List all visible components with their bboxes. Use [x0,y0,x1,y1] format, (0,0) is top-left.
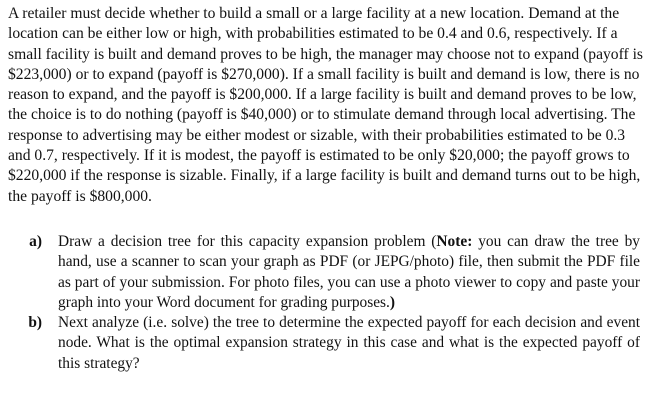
problem-document [8,4,648,207]
problem-statement: A retailer must decide whether to build a small or a large facility at a new location. Demand at the location can be either low or high, with probabilities estimated to be 0.4 and 0.6, respectively. If a small facility is built and demand proves to be high, the manager may choose not to expand (payoff is $223,000) or to expand (payoff is $270,000). If a small facility is built and demand is low, there is no reason to expand, and the payoff is $200,000. If a large facility is built and demand proves to be low, the choice is to do nothing (payoff is $40,000) or to stimulate demand through local advertising. The response to advertising may be either modest or sizable, with their probabilities estimated to be 0.3 and 0.7, respectively. If it is modest, the payoff is estimated to be only $20,000; the payoff grows to $220,000 if the response is sizable. Finally, if a large facility is built and demand turns out to be high, the payoff is $800,000. [8,5,644,205]
question-a-note-label: Note: [436,233,473,250]
question-b-text: Next analyze (i.e. solve) the tree to determine the expected payoff for each decision and event node. What is the optimal expansion strategy in this case and what is the expected payoff of this strategy? [58,314,640,372]
question-b-label: b) [28,314,42,332]
question-a-text-after: you can draw the tree by hand, use a scanner to scan your graph as PDF (or JEPG/photo) file, then submit the PDF file as part of your submission. For photo files, you can use a photo viewer to copy and paste your graph into your Word document for grading purposes. [58,233,640,311]
question-b [28,313,640,374]
question-list [28,232,640,374]
question-a-label: a) [29,233,42,250]
question-a-text-before: Draw a decision tree for this capacity expansion problem ( [58,233,437,250]
question-a-closing-paren: ) [389,293,396,311]
question-a [29,232,640,313]
